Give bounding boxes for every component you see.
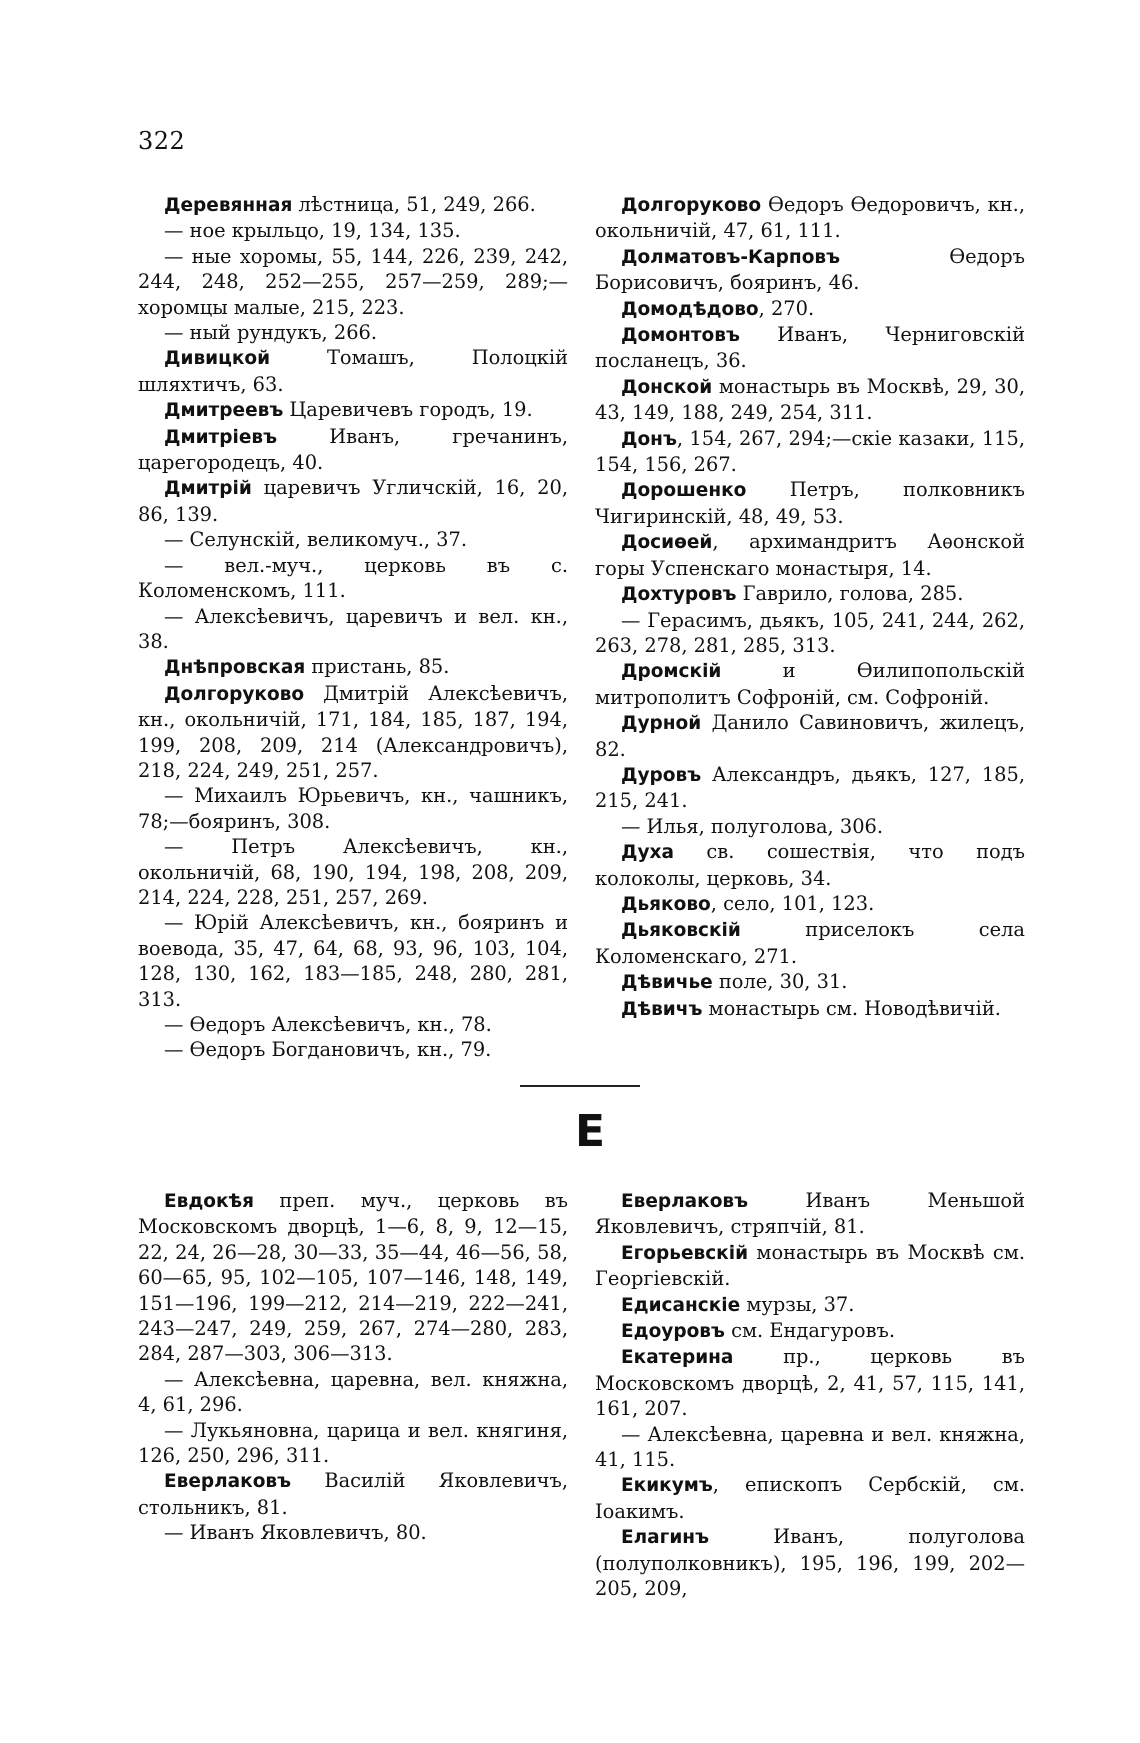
index-entry [138, 1188, 568, 1367]
entry-headword: Долгоруково [621, 195, 762, 216]
entry-headword: Дмитріевъ [164, 426, 278, 448]
index-column-bottom-right [595, 1188, 1025, 1602]
entry-headword: Дурной [621, 713, 702, 735]
entry-headword: Едисанскіе [621, 1294, 741, 1316]
entry-headword: Екикумъ [621, 1475, 713, 1497]
entry-text: Ѳедоръ Борисовичъ, бояринъ, 46. [595, 244, 1025, 295]
entry-text: Томашъ, Полоцкій шляхтичъ, 63. [138, 346, 568, 396]
index-entry [595, 1344, 1025, 1421]
index-column-bottom-left [138, 1188, 568, 1546]
entry-headword: Домонтовъ [621, 325, 740, 347]
entry-text: Царевичевъ городъ, 19. [283, 398, 533, 422]
entry-headword: Дивицкой [164, 348, 271, 370]
index-subentry [138, 553, 568, 604]
entry-text: преп. муч., церковь въ Московскомъ дворцѣ, 1—6, 8, 9, 12—15, 22, 24, 26—28, 30—33, 35—44, 46—56, 58, 60—65, 95, 102—105, 107—146, 148, 149, 151—196, 199—212, 214—219, 222—241, 243—247, 249, 259, 267, 274—280, 283, 284, 287—303, 306—313. [138, 1189, 568, 1366]
entry-text: мурзы, 37. [740, 1292, 855, 1316]
index-entry [595, 1240, 1025, 1292]
entry-headword: Донской [621, 376, 713, 398]
entry-headword: Дохтуровъ [621, 584, 737, 606]
index-entry [138, 475, 568, 527]
index-entry [595, 1524, 1025, 1601]
entry-text: Дмитрій Алексѣевичъ, кн., окольничій, 171, 184, 185, 187, 194, 199, 208, 209, 214 (Александровичъ), 218, 224, 249, 251, 257. [138, 681, 568, 782]
entry-text: , 154, 267, 294;—скіе казаки, 115, 154, 156, 267. [595, 426, 1025, 477]
index-entry [595, 891, 1025, 917]
entry-text: Гаврило, голова, 285. [736, 582, 964, 606]
index-subentry [595, 814, 1025, 839]
entry-text: — Петръ Алексѣевичъ, кн., окольничій, 68, 190, 194, 198, 208, 209, 214, 224, 228, 251, 257, 269. [138, 835, 568, 909]
index-entry [595, 529, 1025, 581]
index-subentry [138, 218, 568, 243]
entry-headword: Елагинъ [621, 1527, 709, 1549]
entry-headword: Дьяково [621, 893, 711, 915]
entry-headword: Донъ [621, 428, 677, 450]
index-subentry [138, 244, 568, 320]
entry-headword: Дромскій [621, 661, 722, 683]
entry-text: — вел.-муч., церковь въ с. Коломенскомъ, 111. [138, 553, 568, 603]
entry-text: , архимандритъ Аѳонской горы Успенскаго монастыря, 14. [595, 530, 1025, 580]
entry-headword: Еверлаковъ [621, 1191, 749, 1212]
index-entry [595, 996, 1025, 1022]
entry-text: — Алексѣевна, царевна и вел. княжна, 41, 115. [595, 1422, 1025, 1472]
index-entry [595, 296, 1025, 322]
index-entry [595, 969, 1025, 995]
entry-text: — Илья, полуголова, 306. [621, 814, 884, 838]
entry-headword: Дѣвичье [621, 972, 713, 994]
index-entry [138, 397, 568, 423]
index-entry [138, 424, 568, 476]
entry-text: монастырь въ Москвѣ, 29, 30, 43, 149, 188, 249, 254, 311. [595, 374, 1025, 425]
index-subentry [138, 783, 568, 834]
index-entry [595, 426, 1025, 478]
entry-text: Ѳедоръ Ѳедоровичъ, кн., окольничій, 47, 61, 111. [595, 193, 1025, 243]
index-entry [595, 1318, 1025, 1344]
index-entry [595, 917, 1025, 969]
index-entry [138, 654, 568, 680]
entry-headword: Екатерина [621, 1347, 734, 1369]
entry-headword: Едоуровъ [621, 1321, 725, 1343]
entry-headword: Еверлаковъ [164, 1471, 292, 1493]
entry-text: — Иванъ Яковлевичъ, 80. [164, 1521, 427, 1545]
page-number: 322 [138, 127, 186, 155]
index-entry [595, 1292, 1025, 1318]
entry-headword: Днѣпровская [164, 657, 306, 679]
entry-headword: Егорьевскій [621, 1242, 749, 1264]
entry-text: Иванъ Меньшой Яковлевичъ, стряпчій, 81. [595, 1189, 1025, 1239]
entry-text: царевичъ Угличскій, 16, 20, 86, 139. [138, 476, 568, 526]
index-subentry [138, 1520, 568, 1545]
entry-text: , 270. [758, 296, 815, 320]
index-entry [595, 762, 1025, 814]
entry-text: — Юрій Алексѣевичъ, кн., бояринъ и воевода, 35, 47, 64, 68, 93, 96, 103, 104, 128, 130, 162, 183—185, 248, 280, 281, 313. [138, 911, 568, 1011]
entry-text: — Ѳедоръ Богдановичъ, кн., 79. [164, 1038, 492, 1062]
entry-headword: Дуровъ [621, 764, 702, 786]
index-entry [138, 192, 568, 218]
index-subentry [138, 910, 568, 1012]
index-subentry [595, 608, 1025, 659]
entry-text: пр., церковь въ Московскомъ дворцѣ, 2, 41, 57, 115, 141, 161, 207. [595, 1345, 1025, 1421]
index-entry [595, 839, 1025, 891]
entry-text: пристань, 85. [305, 655, 450, 679]
entry-text: — ные хоромы, 55, 144, 226, 239, 242, 244, 248, 252—255, 257—259, 289;—хоромцы малые, 215, 223. [138, 244, 568, 319]
entry-headword: Духа [621, 842, 674, 864]
entry-text: — Михаилъ Юрьевичъ, кн., чашникъ, 78;—бояринъ, 308. [138, 784, 568, 833]
index-entry [138, 1468, 568, 1520]
entry-headword: Дѣвичъ [621, 998, 703, 1020]
entry-text: монастырь см. Новодѣвичій. [702, 996, 1001, 1020]
entry-headword: Дьяковскій [621, 920, 741, 942]
index-entry [595, 192, 1025, 244]
index-entry [595, 658, 1025, 710]
entry-headword: Дмитреевъ [164, 400, 284, 422]
section-divider [520, 1085, 640, 1087]
index-entry [595, 244, 1025, 296]
index-subentry [138, 527, 568, 552]
entry-text: — ный рундукъ, 266. [164, 321, 378, 345]
index-subentry [138, 1418, 568, 1469]
entry-text: приселокъ села Коломенскаго, 271. [595, 918, 1025, 968]
index-entry [595, 322, 1025, 374]
index-subentry [138, 834, 568, 910]
entry-headword: Долгоруково [164, 683, 305, 705]
index-subentry [138, 1012, 568, 1037]
entry-text: монастырь въ Москвѣ см. Георгіевскій. [595, 1240, 1025, 1291]
entry-text: лѣстница, 51, 249, 266. [292, 193, 536, 216]
entry-text: и Ѳилипопольскій митрополитъ Софроній, см. Софроній. [595, 659, 1025, 709]
entry-headword: Дмитрій [164, 478, 252, 500]
index-entry [595, 1472, 1025, 1524]
index-entry [595, 710, 1025, 762]
index-entry [138, 345, 568, 397]
section-letter: Е [575, 1106, 606, 1157]
entry-text: — Лукьяновна, царица и вел. княгиня, 126, 250, 296, 311. [138, 1418, 568, 1468]
entry-text: поле, 30, 31. [712, 970, 848, 994]
index-subentry [138, 320, 568, 345]
entry-text: Иванъ, полуголова (полуполковникъ), 195, 196, 199, 202—205, 209, [595, 1525, 1025, 1601]
index-entry [138, 681, 568, 784]
entry-headword: Дорошенко [621, 480, 747, 502]
entry-text: Данило Савиновичъ, жилецъ, 82. [595, 711, 1025, 761]
entry-text: Иванъ, Черниговскій посланецъ, 36. [595, 323, 1025, 373]
index-subentry [138, 604, 568, 655]
entry-headword: Деревянная [164, 195, 293, 216]
entry-headword: Евдокѣя [164, 1191, 255, 1212]
entry-text: — Алексѣевна, царевна, вел. княжна, 4, 61, 296. [138, 1367, 568, 1417]
entry-text: — Ѳедоръ Алексѣевичъ, кн., 78. [164, 1013, 492, 1036]
index-column-top-left [138, 192, 568, 1063]
entry-text: Петръ, полковникъ Чигиринскій, 48, 49, 53. [595, 478, 1025, 528]
entry-text: Иванъ, гречанинъ, царегородецъ, 40. [138, 424, 568, 475]
index-subentry [595, 1422, 1025, 1473]
index-subentry [138, 1037, 568, 1062]
entry-headword: Досиѳей [621, 532, 713, 554]
entry-text: — Алексѣевичъ, царевичъ и вел. кн., 38. [138, 604, 568, 653]
index-entry [595, 374, 1025, 426]
entry-text: св. сошествія, что подъ колоколы, церковь, 34. [595, 840, 1025, 890]
index-entry [595, 581, 1025, 607]
entry-text: — Герасимъ, дьякъ, 105, 241, 244, 262, 263, 278, 281, 285, 313. [595, 608, 1025, 657]
entry-headword: Долматовъ-Карповъ [621, 246, 841, 268]
entry-text: Александръ, дьякъ, 127, 185, 215, 241. [595, 762, 1025, 813]
entry-headword: Домодѣдово [621, 298, 759, 320]
index-subentry [138, 1367, 568, 1418]
index-entry [595, 477, 1025, 529]
entry-text: — Селунскій, великомуч., 37. [164, 528, 468, 552]
entry-text: — ное крыльцо, 19, 134, 135. [164, 219, 461, 243]
entry-text: , село, 101, 123. [710, 891, 875, 915]
index-column-top-right [595, 192, 1025, 1022]
index-entry [595, 1188, 1025, 1240]
entry-text: см. Ендагуровъ. [724, 1319, 896, 1343]
entry-text: Василій Яковлевичъ, стольникъ, 81. [138, 1469, 568, 1519]
entry-text: , епископъ Сербскій, см. Іоакимъ. [595, 1473, 1025, 1523]
